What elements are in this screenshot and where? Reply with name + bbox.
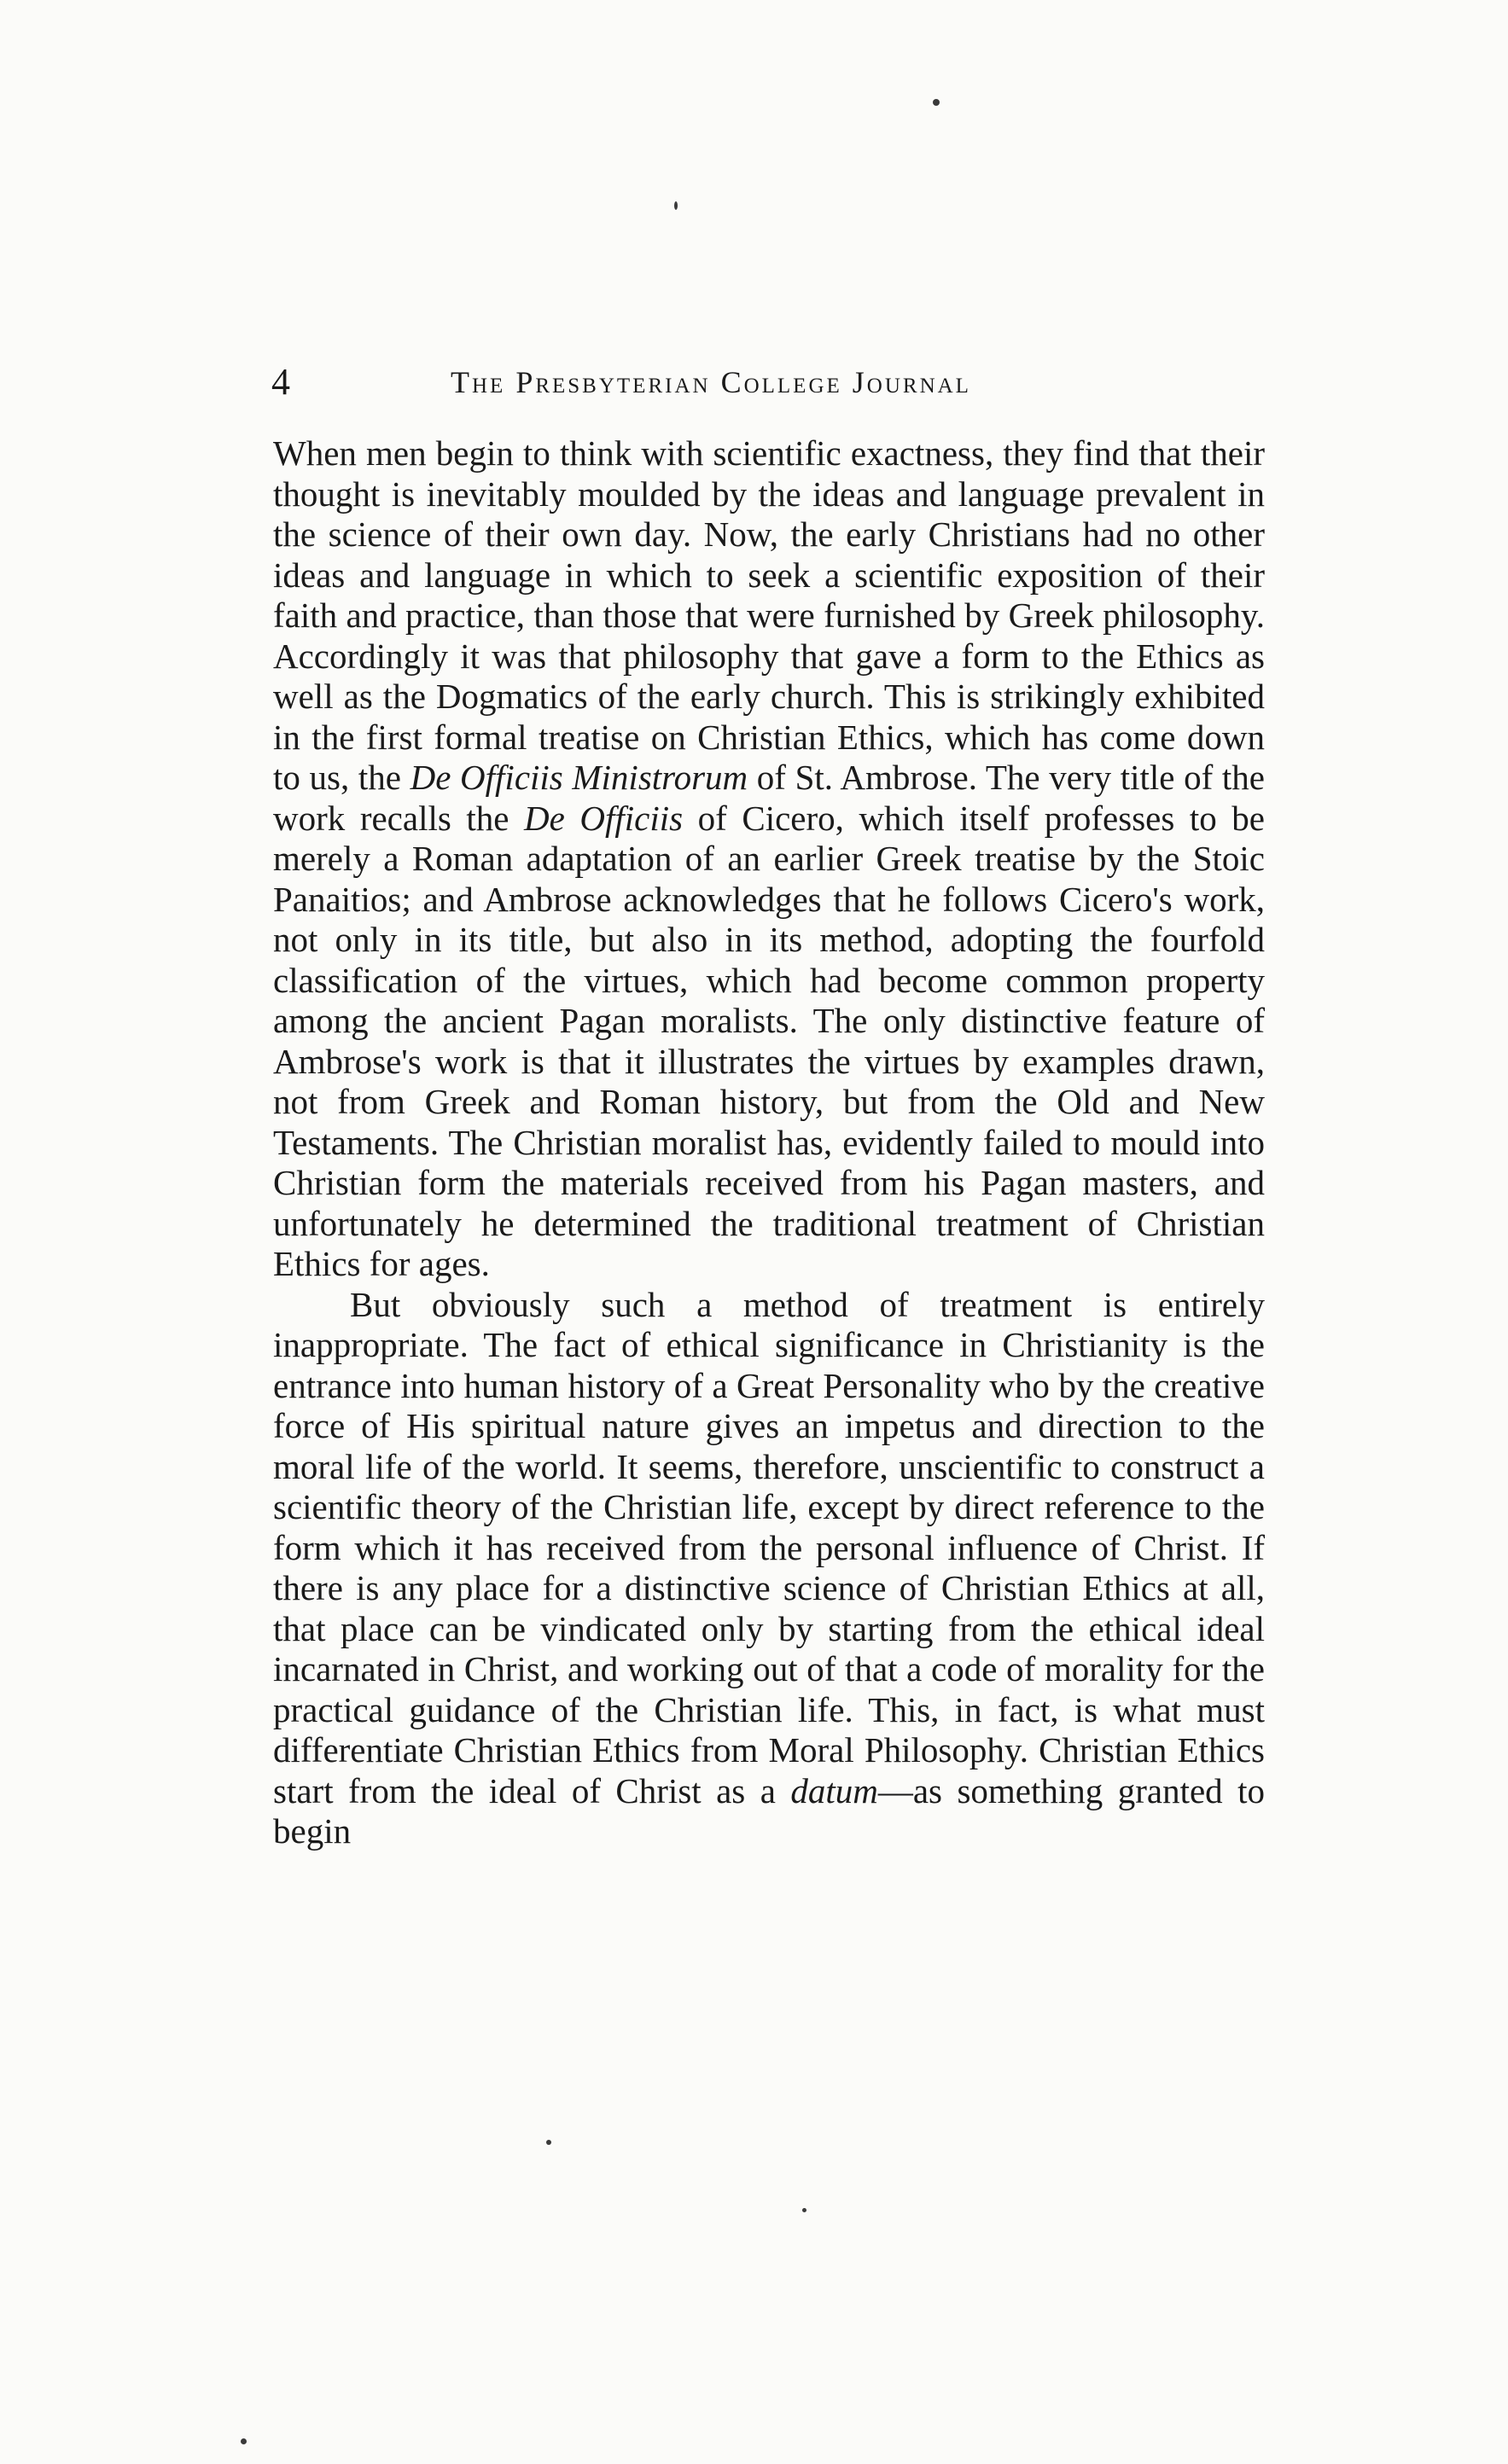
italic-datum: datum (790, 1770, 878, 1810)
italic-title-de-officiis-ministrorum: De Officiis Ministrorum (410, 758, 748, 797)
italic-title-de-officiis: De Officiis (524, 798, 684, 838)
paragraph-1-text-a: When men begin to think with scientific exactness, they find that their thought is inevitably moulded by the ideas and language prevalent in the science of their own day. Now, the early Christians had no other ideas and language in which to seek a scientific exposition of their faith and practice, than those that were furnished by Greek philosophy. Accordingly it was that philosophy that gave a form to the Ethics as well as the Dogmatics of the early church. This is strikingly exhibited in the first formal treatise on Christian Ethics, which has come down to us, the (273, 433, 1265, 797)
paragraph-1-text-c: of Cicero, which itself professes to be merely a Roman adaptation of an earlier Greek treatise by the Stoic Panaitios; and Ambrose acknowledges that he follows Cicero's work, not only in its title, but also in its method, adopting the fourfold classification of the virtues, which had become common property among the ancient Pagan moralists. The only distinctive feature of Ambrose's work is that it illustrates the virtues by examples drawn, not from Greek and Roman history, but from the Old and New Testaments. The Christian moralist has, evidently failed to mould into Christian form the materials received from his Pagan masters, and unfortunately he determined the traditional treatment of Christian Ethics for ages. (273, 798, 1265, 1283)
ink-speck (802, 2208, 806, 2212)
running-head (271, 357, 1261, 408)
ink-speck (674, 201, 678, 210)
paragraph-2-text-b: —as something granted to begin (273, 1770, 1266, 1851)
paragraph-2-text-a: But obviously such a method of treatment is entirely inappropriate. The fact of ethical significance in Christianity is the entrance into human history of a Great Personality who by the creative force of His spiritual nature gives an impetus and direction to the moral life of the world. It seems, therefore, unscientific to construct a scientific theory of the Christian life, except by direct reference to the form which it has received from the personal influence of Christ. If there is any place for a distinctive science of Christian Ethics at all, that place can be vindicated only by starting from the ethical ideal incarnated in Christ, and working out of that a code of morality for the practical guidance of the Christian life. This, in fact, is what must differentiate Christian Ethics from Moral Philosophy. Christian Ethics start from the ideal of Christ as a (273, 1284, 1265, 1810)
journal-title: The Presbyterian College Journal (451, 365, 971, 399)
paragraph-1 (273, 433, 1265, 1285)
body-text (273, 433, 1265, 1852)
paragraph-2 (273, 1285, 1265, 1852)
ink-speck (933, 99, 940, 106)
paragraph-1-text-b: of St. Ambrose. The very title of the work recalls the (273, 758, 1265, 838)
page-number: 4 (271, 361, 290, 403)
ink-speck (546, 2140, 551, 2145)
ink-speck (241, 2438, 247, 2444)
